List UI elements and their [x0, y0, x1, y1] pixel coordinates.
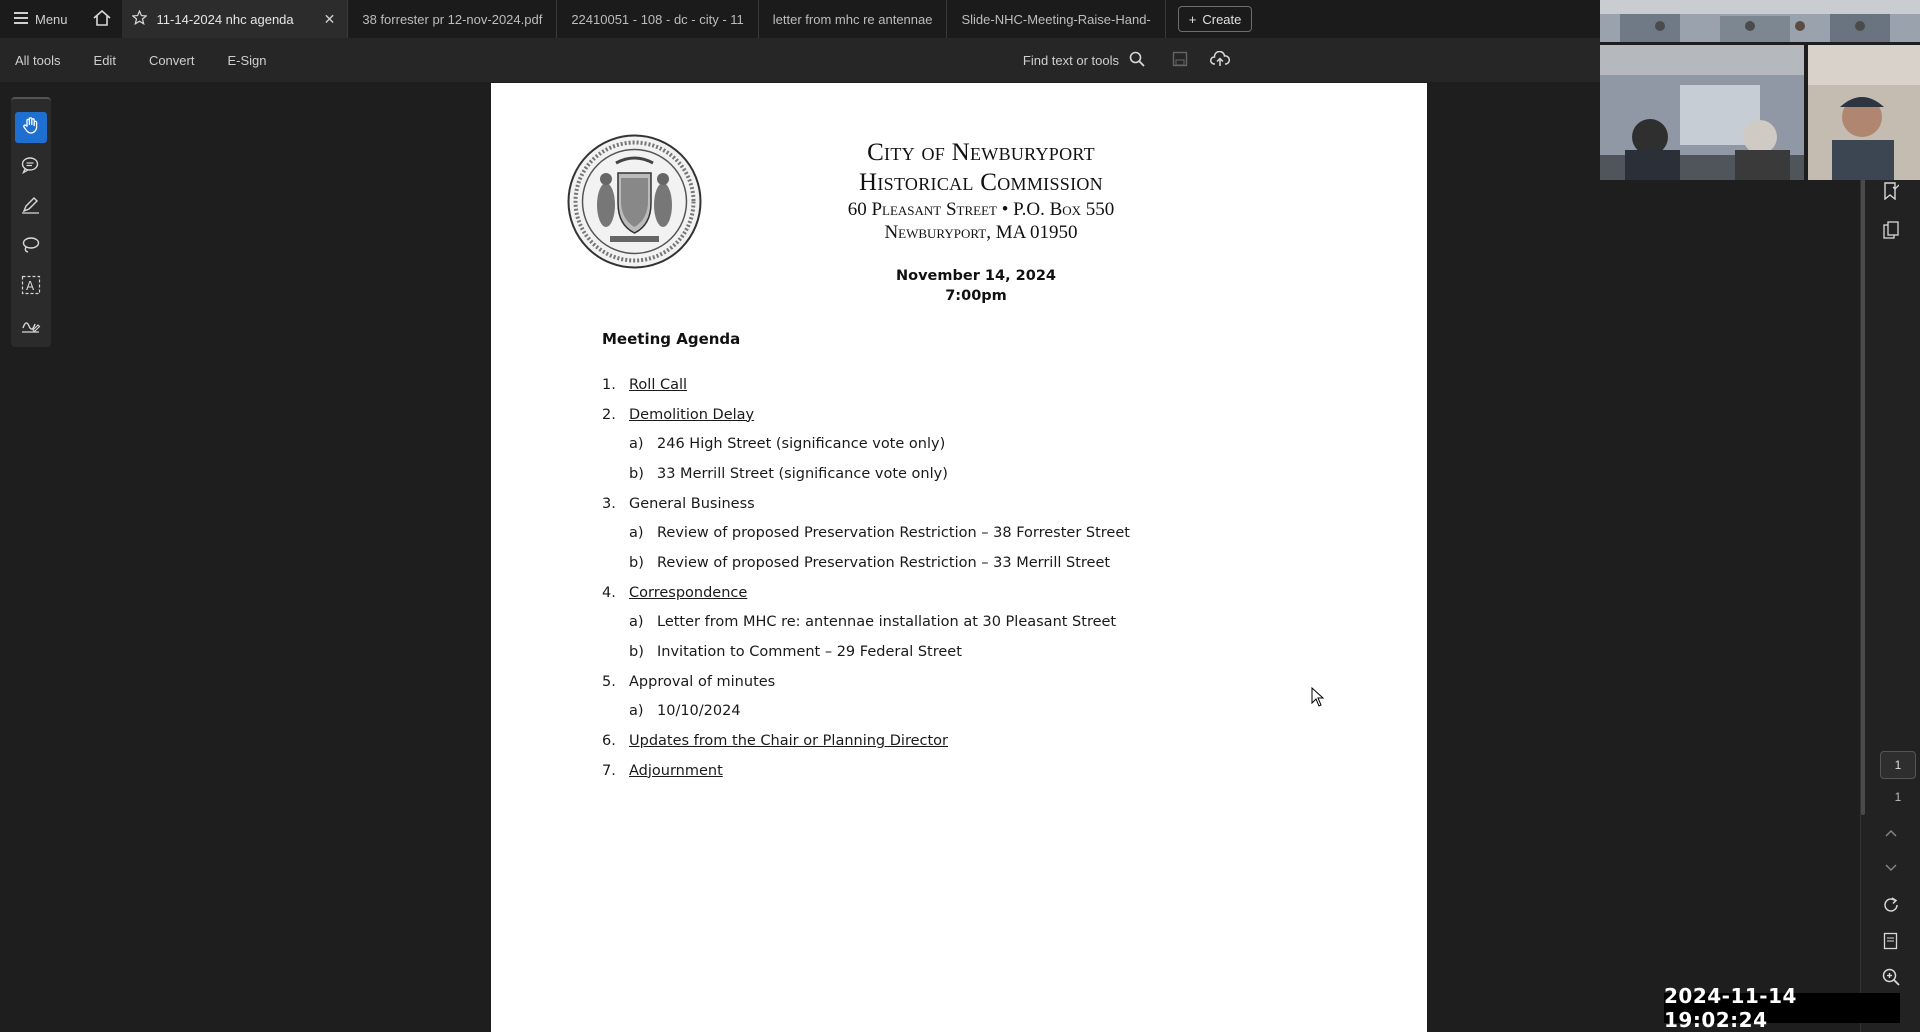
text-recognition-button[interactable]	[15, 272, 47, 303]
agenda-item-text: Demolition Delay	[629, 406, 755, 423]
agenda-item	[602, 489, 1130, 519]
refresh-icon[interactable]	[1880, 894, 1902, 916]
agenda-item-text: General Business	[629, 495, 755, 512]
svg-text:A: A	[26, 279, 35, 293]
draw-tool-button[interactable]	[15, 232, 47, 263]
video-feed-room	[1600, 0, 1920, 42]
save-icon[interactable]	[1172, 51, 1188, 70]
letterhead-commission: Historical Commission	[859, 169, 1103, 196]
tab-dc-city[interactable]	[557, 0, 758, 38]
find-tools[interactable]	[1023, 38, 1145, 82]
edit-menu[interactable]: Edit	[93, 52, 116, 68]
agenda-subitem-letter: b)	[629, 465, 644, 482]
agenda-subitem-letter: a)	[629, 436, 644, 453]
agenda-subitem-letter: b)	[629, 554, 644, 571]
main-toolbar	[0, 38, 1600, 82]
mouse-cursor-icon	[1311, 687, 1325, 707]
agenda-subitem-letter: a)	[629, 614, 644, 631]
comment-icon	[21, 156, 41, 179]
hamburger-icon	[14, 12, 28, 27]
right-side-panel	[1860, 82, 1920, 1032]
agenda-item-text: Review of proposed Preservation Restriction – 38 Forrester Street	[657, 525, 1130, 542]
tab-label: 38 forrester pr 12-nov-2024.pdf	[362, 11, 543, 27]
agenda-item	[602, 756, 1130, 786]
agenda-item-text: Adjournment	[629, 762, 723, 779]
current-page-input[interactable]: 1	[1880, 751, 1916, 779]
city-seal-logo	[566, 133, 703, 270]
agenda-item-text: Updates from the Chair or Planning Director	[629, 733, 948, 750]
chevron-down-icon[interactable]	[1880, 857, 1902, 879]
recording-timestamp: 2024-11-14 19:02:24	[1664, 993, 1900, 1023]
agenda-subitem	[602, 637, 1130, 667]
highlight-tool-button[interactable]	[15, 192, 47, 223]
all-tools-menu[interactable]: All tools	[15, 52, 61, 68]
find-label: Find text or tools	[1022, 52, 1119, 68]
chevron-up-icon[interactable]	[1880, 822, 1902, 844]
tab-nhc-agenda[interactable]	[122, 0, 349, 38]
home-icon	[93, 10, 111, 29]
agenda-item	[602, 370, 1130, 400]
agenda-subitem-letter: a)	[629, 703, 644, 720]
lasso-icon	[21, 236, 41, 259]
agenda-subitem-letter: a)	[629, 525, 644, 542]
tab-label: letter from mhc re antennae	[772, 11, 933, 27]
agenda-item	[602, 400, 1130, 430]
agenda-subitem	[602, 429, 1130, 459]
agenda-subitem	[602, 518, 1130, 548]
agenda-item-text: Letter from MHC re: antennae installation at 30 Pleasant Street	[657, 614, 1117, 631]
text-select-icon	[21, 275, 41, 300]
vertical-scrollbar[interactable]	[1861, 150, 1865, 815]
agenda-item-number: 1.	[602, 376, 616, 393]
create-label: Create	[1202, 11, 1242, 27]
agenda-item-text: 33 Merrill Street (significance vote only)	[657, 465, 948, 482]
tab-label: 22410051 - 108 - dc - city - 11	[571, 11, 744, 27]
agenda-item	[602, 578, 1130, 608]
home-button[interactable]	[82, 0, 122, 38]
letterhead	[771, 138, 1191, 244]
hand-icon	[22, 116, 40, 139]
agenda-list	[602, 370, 1130, 786]
signature-icon	[21, 316, 41, 339]
video-feed-participants	[1600, 45, 1804, 180]
meeting-time: 7:00pm	[945, 288, 1007, 304]
agenda-item-text: 246 High Street (significance vote only)	[657, 436, 946, 453]
esign-menu[interactable]: E-Sign	[227, 52, 267, 68]
total-pages: 1	[1894, 790, 1902, 804]
agenda-item-text: Approval of minutes	[629, 673, 776, 690]
agenda-item-number: 4.	[602, 584, 616, 601]
search-icon	[1129, 51, 1145, 70]
agenda-subitem	[602, 548, 1130, 578]
tab-raise-hand-slide[interactable]	[947, 0, 1165, 38]
meeting-date: November 14, 2024	[896, 268, 1056, 284]
meeting-datetime	[741, 266, 1211, 306]
tab-label: 11-14-2024 nhc agenda	[156, 11, 294, 27]
plus-icon: +	[1188, 11, 1197, 27]
sign-tool-button[interactable]	[15, 312, 47, 343]
agenda-item-text: Roll Call	[629, 376, 688, 393]
convert-menu[interactable]: Convert	[148, 52, 195, 68]
toolbar-icons	[1172, 38, 1230, 82]
agenda-item-number: 7.	[602, 762, 616, 779]
close-icon[interactable]: ✕	[323, 10, 336, 27]
page-settings-icon[interactable]	[1880, 930, 1902, 952]
comment-tool-button[interactable]	[15, 152, 47, 183]
agenda-subitem-letter: b)	[629, 644, 644, 661]
cloud-upload-icon[interactable]	[1210, 51, 1230, 70]
menu-label: Menu	[35, 11, 68, 27]
tab-label: Slide-NHC-Meeting-Raise-Hand-	[961, 11, 1151, 27]
agenda-subitem	[602, 608, 1130, 638]
create-button[interactable]	[1178, 6, 1253, 32]
agenda-item	[602, 726, 1130, 756]
menu-button[interactable]	[0, 0, 82, 38]
bookmark-icon[interactable]	[1880, 180, 1902, 202]
hand-tool-button[interactable]	[15, 112, 47, 143]
agenda-item-text: 10/10/2024	[657, 703, 741, 720]
agenda-item-number: 5.	[602, 673, 616, 690]
letterhead-city: City of Newburyport	[867, 139, 1095, 166]
tab-forrester-pdf[interactable]	[348, 0, 557, 38]
tab-mhc-letter[interactable]	[759, 0, 948, 38]
agenda-item-text: Correspondence	[629, 584, 748, 601]
agenda-subitem	[602, 459, 1130, 489]
agenda-item-text: Review of proposed Preservation Restriction – 33 Merrill Street	[657, 554, 1111, 571]
agenda-subitem	[602, 697, 1130, 727]
agenda-item	[602, 667, 1130, 697]
agenda-title: Meeting Agenda	[602, 330, 741, 348]
letterhead-city-state: Newburyport, MA 01950	[884, 222, 1078, 243]
pen-icon	[21, 196, 41, 219]
pages-icon[interactable]	[1880, 219, 1902, 241]
tab-bar	[0, 0, 1600, 38]
agenda-item-text: Invitation to Comment – 29 Federal Street	[657, 644, 962, 661]
star-icon[interactable]	[132, 10, 147, 28]
agenda-item-number: 6.	[602, 733, 616, 750]
pdf-page	[491, 83, 1427, 1032]
agenda-item-number: 2.	[602, 406, 616, 423]
quick-tools-panel	[11, 97, 51, 347]
agenda-item-number: 3.	[602, 495, 616, 512]
letterhead-address: 60 Pleasant Street • P.O. Box 550	[847, 199, 1115, 220]
video-feed-speaker	[1808, 45, 1920, 180]
